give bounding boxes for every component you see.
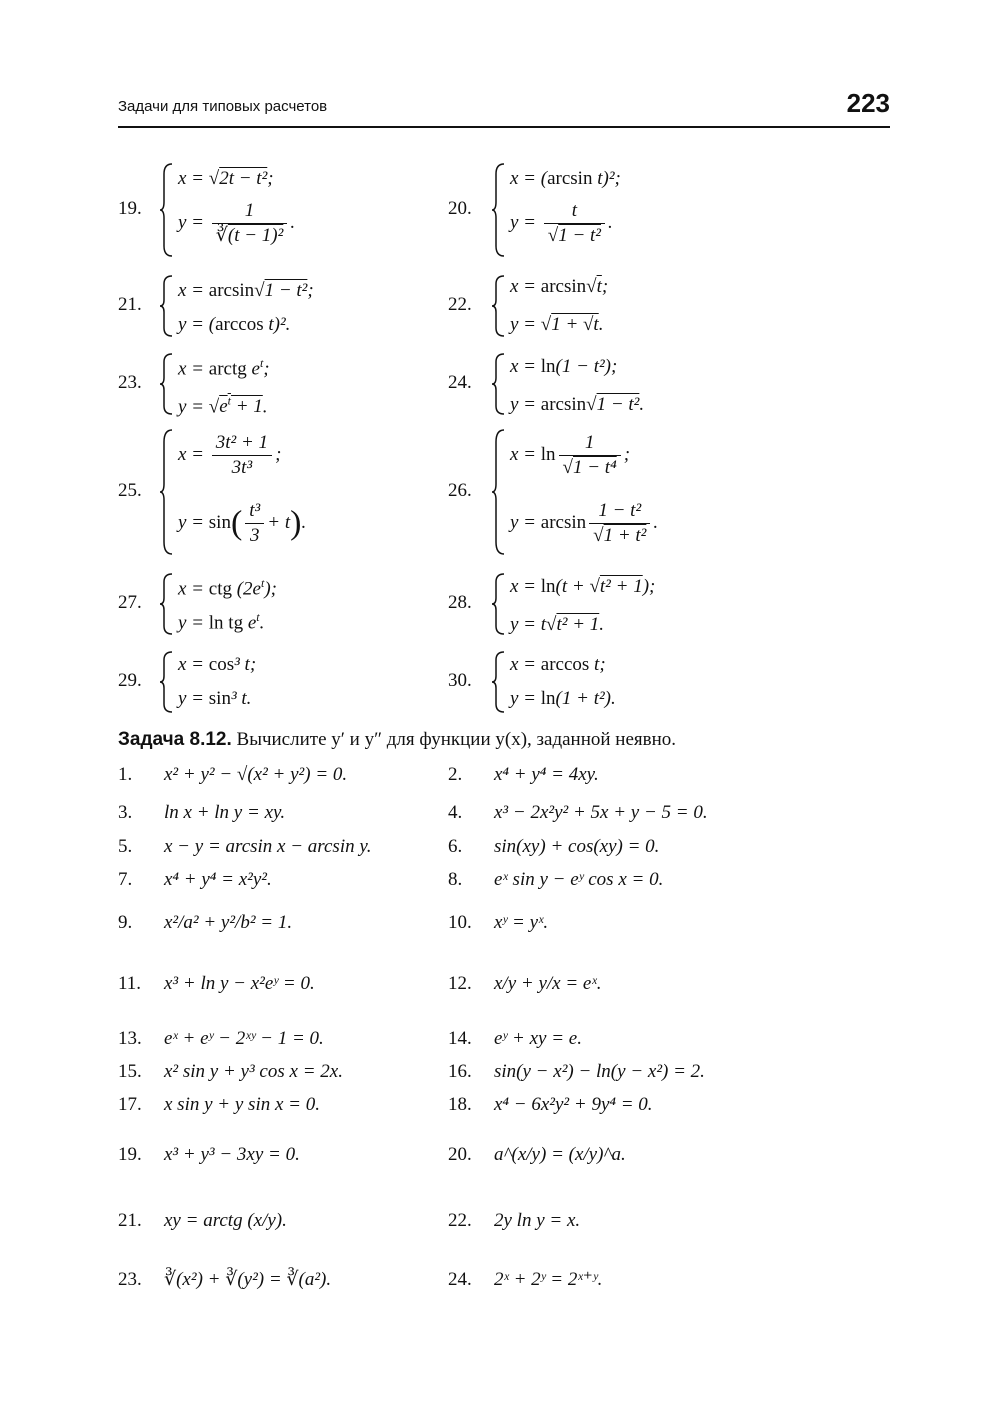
page-number: 223 <box>846 88 890 118</box>
system-28-y: y = t√t² + 1. <box>510 614 605 635</box>
system-number: 22. <box>448 294 472 315</box>
system-22-x: x = arcsin√t; <box>510 276 609 297</box>
equation-item: 2. x⁴ + y⁴ = 4xy. <box>448 764 599 785</box>
system-19-y: y = $\frac{1}{\text{∛(t − 1)²}}$ . <box>178 200 296 246</box>
system-number: 25. <box>118 480 142 501</box>
system-22-y: y = √1 + √t. <box>510 314 604 335</box>
system-number: 29. <box>118 670 142 691</box>
system-21-x: x = arcsin√1 − t²; <box>178 280 314 301</box>
brace-icon <box>158 274 176 338</box>
equation-item: 6. sin(xy) + cos(xy) = 0. <box>448 836 660 857</box>
equation-item: 13. eˣ + eʸ − 2ˣʸ − 1 = 0. <box>118 1028 324 1049</box>
equation-item: 12. x/y + y/x = eˣ. <box>448 973 602 994</box>
brace-icon <box>490 428 508 556</box>
equation-item: 22. 2y ln y = x. <box>448 1210 581 1231</box>
equation-item: 4. x³ − 2x²y² + 5x + y − 5 = 0. <box>448 802 708 823</box>
equation-item: 1. x² + y² − √(x² + y²) = 0. <box>118 764 348 785</box>
system-number: 27. <box>118 592 142 613</box>
system-number: 30. <box>448 670 472 691</box>
equation-item: 11. x³ + ln y − x²eʸ = 0. <box>118 973 315 994</box>
system-25-y: y = sin( $\frac{\text{t³}}{3}$ + t). <box>178 500 307 546</box>
system-30-x: x = arccos t; <box>510 654 606 675</box>
system-number: 21. <box>118 294 142 315</box>
system-26-y: y = arcsin $\frac{\text{1 − t²}}{\text{√1 + t²}}$ . <box>510 500 659 546</box>
system-number: 19. <box>118 198 142 219</box>
equation-item: 15. x² sin y + y³ cos x = 2x. <box>118 1061 343 1082</box>
brace-icon <box>490 650 508 714</box>
system-26-x: x = ln $\frac{1}{\text{√1 − t⁴}}$ ; <box>510 432 631 478</box>
equation-item: 3. ln x + ln y = xy. <box>118 802 286 823</box>
task-statement <box>118 729 676 751</box>
system-24-y: y = arcsin√1 − t². <box>510 394 645 415</box>
system-27-y: y = ln tg $e^t$. <box>178 610 265 634</box>
equation-item: 16. sin(y − x²) − ln(y − x²) = 2. <box>448 1061 705 1082</box>
system-21-y: y = (arccos t)². <box>178 314 291 335</box>
page-header <box>118 88 890 128</box>
system-number: 20. <box>448 198 472 219</box>
equation-item: 7. x⁴ + y⁴ = x²y². <box>118 869 272 890</box>
brace-icon <box>490 162 508 258</box>
brace-icon <box>158 650 176 714</box>
system-29-y: y = sin³ t. <box>178 688 252 709</box>
system-19-x: x = √2t − t²; <box>178 168 274 189</box>
equation-item: 18. x⁴ − 6x²y² + 9y⁴ = 0. <box>448 1094 653 1115</box>
brace-icon <box>158 428 176 556</box>
equation-item: 14. eʸ + xy = e. <box>448 1028 582 1049</box>
system-number: 26. <box>448 480 472 501</box>
equation-item: 9. x²/a² + y²/b² = 1. <box>118 912 293 933</box>
system-29-x: x = cos³ t; <box>178 654 257 675</box>
system-number: 23. <box>118 372 142 393</box>
brace-icon <box>490 352 508 416</box>
system-20-y: y = $\frac{t}{\text{√1 − t²}}$ . <box>510 200 613 246</box>
system-number: 28. <box>448 592 472 613</box>
equation-item: 8. eˣ sin y − eʸ cos x = 0. <box>448 869 664 890</box>
system-23-x: x = arctg $e^t$; <box>178 356 270 380</box>
system-20-x: x = (arcsin t)²; <box>510 168 621 189</box>
system-28-x: x = ln(t + √t² + 1); <box>510 576 656 597</box>
equation-item: 19. x³ + y³ − 3xy = 0. <box>118 1144 300 1165</box>
equation-item: 21. xy = arctg (x/y). <box>118 1210 287 1231</box>
equation-item: 10. xʸ = yˣ. <box>448 912 549 933</box>
task-label: Задача 8.12. <box>118 729 232 750</box>
system-number: 24. <box>448 372 472 393</box>
system-30-y: y = ln(1 + t²). <box>510 688 616 709</box>
brace-icon <box>490 572 508 636</box>
brace-icon <box>158 572 176 636</box>
brace-icon <box>158 352 176 416</box>
equation-item: 5. x − y = arcsin x − arcsin y. <box>118 836 372 857</box>
system-27-x: x = ctg $(2e^t)$; <box>178 576 277 600</box>
equation-item: 23. ∛(x²) + ∛(y²) = ∛(a²). <box>118 1269 332 1290</box>
equation-item: 20. a^(x/y) = (x/y)^a. <box>448 1144 626 1165</box>
brace-icon <box>158 162 176 258</box>
system-24-x: x = ln(1 − t²); <box>510 356 618 377</box>
equation-item: 17. x sin y + y sin x = 0. <box>118 1094 320 1115</box>
brace-icon <box>490 274 508 338</box>
system-25-x: x = $\frac{\text{3t² + 1}}{\text{3t³}}$ ; <box>178 432 282 478</box>
system-23-y: $y = √e^t + 1$. <box>178 394 268 418</box>
task-text: Вычислите y′ и y″ для функции y(x), заданной неявно. <box>231 729 677 750</box>
equation-item: 24. 2ˣ + 2ʸ = 2ˣ⁺ʸ. <box>448 1269 603 1290</box>
header-title: Задачи для типовых расчетов <box>118 98 328 115</box>
